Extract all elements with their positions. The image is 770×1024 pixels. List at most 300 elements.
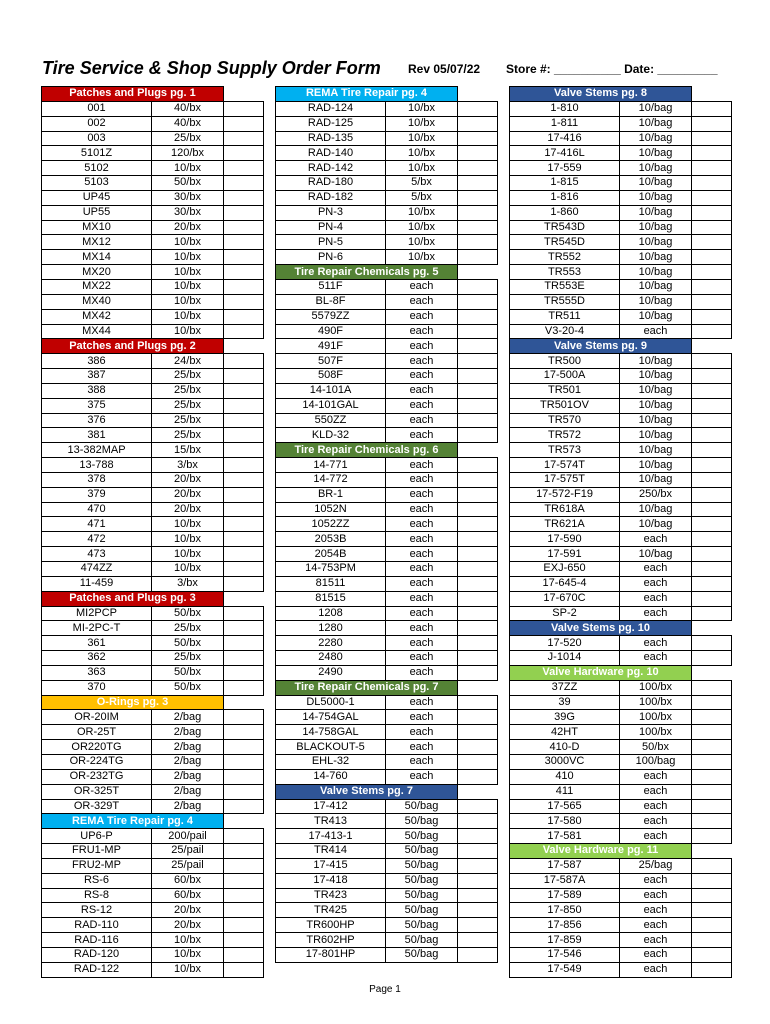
part-number: 17-587A xyxy=(510,873,620,888)
pack-quantity: each xyxy=(620,784,692,799)
part-number: TR545D xyxy=(510,235,620,250)
order-qty-cell[interactable] xyxy=(692,190,732,205)
order-qty-cell[interactable] xyxy=(224,190,264,205)
order-qty-cell[interactable] xyxy=(692,205,732,220)
order-qty-cell[interactable] xyxy=(458,532,498,547)
table-row xyxy=(276,740,498,755)
pack-quantity: 10/bag xyxy=(620,383,692,398)
order-qty-cell[interactable] xyxy=(224,116,264,131)
order-qty-cell[interactable] xyxy=(224,829,264,844)
table-row xyxy=(276,220,498,235)
order-qty-cell[interactable] xyxy=(224,146,264,161)
pack-quantity: 2/bag xyxy=(152,784,224,799)
table-row xyxy=(510,116,732,131)
table-row xyxy=(276,814,498,829)
part-number: 11-459 xyxy=(42,576,152,591)
order-qty-cell[interactable] xyxy=(692,131,732,146)
part-number: 14-101A xyxy=(276,383,386,398)
pack-quantity: each xyxy=(386,547,458,562)
order-qty-cell[interactable] xyxy=(692,754,732,769)
order-qty-cell[interactable] xyxy=(458,591,498,606)
pack-quantity: each xyxy=(620,873,692,888)
order-qty-cell[interactable] xyxy=(224,621,264,636)
table-row xyxy=(510,947,732,962)
order-qty-cell[interactable] xyxy=(224,443,264,458)
part-number: TR543D xyxy=(510,220,620,235)
pack-quantity: 10/bx xyxy=(152,265,224,280)
order-qty-cell[interactable] xyxy=(458,413,498,428)
order-qty-cell[interactable] xyxy=(458,636,498,651)
order-qty-cell[interactable] xyxy=(458,517,498,532)
store-date-fields[interactable]: Store #: __________ Date: _________ xyxy=(506,62,718,76)
order-qty-cell[interactable] xyxy=(458,176,498,191)
order-qty-cell[interactable] xyxy=(458,576,498,591)
order-qty-cell[interactable] xyxy=(224,665,264,680)
order-qty-cell[interactable] xyxy=(458,190,498,205)
part-number: 472 xyxy=(42,532,152,547)
pack-quantity: each xyxy=(620,532,692,547)
order-qty-cell[interactable] xyxy=(224,680,264,695)
order-qty-cell[interactable] xyxy=(224,918,264,933)
table-row xyxy=(510,369,732,384)
part-number: 386 xyxy=(42,354,152,369)
order-qty-cell[interactable] xyxy=(458,547,498,562)
order-qty-cell[interactable] xyxy=(224,799,264,814)
part-number: MI2PCP xyxy=(42,606,152,621)
pack-quantity: 25/bag xyxy=(620,858,692,873)
order-qty-cell[interactable] xyxy=(692,279,732,294)
order-qty-cell[interactable] xyxy=(224,710,264,725)
pack-quantity: 3/bx xyxy=(152,576,224,591)
order-qty-cell[interactable] xyxy=(458,873,498,888)
pack-quantity: 25/bx xyxy=(152,413,224,428)
table-row xyxy=(510,205,732,220)
part-number: MI-2PC-T xyxy=(42,621,152,636)
order-qty-cell[interactable] xyxy=(224,309,264,324)
order-qty-cell[interactable] xyxy=(224,413,264,428)
part-number: 17-416 xyxy=(510,131,620,146)
order-qty-cell[interactable] xyxy=(224,547,264,562)
order-qty-cell[interactable] xyxy=(224,101,264,116)
pack-quantity: 3/bx xyxy=(152,458,224,473)
pack-quantity: 10/bag xyxy=(620,443,692,458)
order-qty-cell[interactable] xyxy=(458,651,498,666)
table-row xyxy=(510,443,732,458)
order-qty-cell[interactable] xyxy=(692,472,732,487)
section-title: Valve Stems pg. 10 xyxy=(510,621,692,636)
part-number: 003 xyxy=(42,131,152,146)
order-qty-cell[interactable] xyxy=(692,680,732,695)
part-number: OR-25T xyxy=(42,725,152,740)
section-title: Patches and Plugs pg. 1 xyxy=(42,87,224,102)
order-qty-cell[interactable] xyxy=(692,814,732,829)
part-number: PN-5 xyxy=(276,235,386,250)
order-qty-cell[interactable] xyxy=(692,903,732,918)
pack-quantity: 10/bag xyxy=(620,265,692,280)
table-row xyxy=(510,532,732,547)
table-row xyxy=(510,279,732,294)
order-qty-cell[interactable] xyxy=(692,769,732,784)
pack-quantity: 10/bx xyxy=(386,250,458,265)
pack-quantity: 20/bx xyxy=(152,487,224,502)
section-header-row xyxy=(510,665,732,680)
table-row xyxy=(276,873,498,888)
order-qty-cell[interactable] xyxy=(458,562,498,577)
order-qty-cell[interactable] xyxy=(692,606,732,621)
order-qty-cell[interactable] xyxy=(458,829,498,844)
order-qty-cell[interactable] xyxy=(458,769,498,784)
order-qty-cell[interactable] xyxy=(458,903,498,918)
order-qty-cell[interactable] xyxy=(458,220,498,235)
order-qty-cell[interactable] xyxy=(458,858,498,873)
order-qty-cell[interactable] xyxy=(458,235,498,250)
part-number: 490F xyxy=(276,324,386,339)
order-qty-cell[interactable] xyxy=(458,309,498,324)
table-row xyxy=(510,398,732,413)
order-qty-cell[interactable] xyxy=(692,176,732,191)
order-qty-cell[interactable] xyxy=(692,710,732,725)
part-number: 17-413-1 xyxy=(276,829,386,844)
order-qty-cell[interactable] xyxy=(224,962,264,977)
table-row xyxy=(42,205,264,220)
table-row xyxy=(510,962,732,977)
order-qty-cell[interactable] xyxy=(224,576,264,591)
order-qty-cell[interactable] xyxy=(224,131,264,146)
order-qty-cell[interactable] xyxy=(224,606,264,621)
form-title: Tire Service & Shop Supply Order Form xyxy=(42,58,381,78)
order-qty-cell[interactable] xyxy=(692,651,732,666)
order-qty-cell[interactable] xyxy=(224,888,264,903)
table-row xyxy=(276,918,498,933)
table-row xyxy=(42,369,264,384)
order-qty-cell[interactable] xyxy=(692,873,732,888)
order-qty-cell[interactable] xyxy=(458,814,498,829)
pack-quantity: each xyxy=(620,814,692,829)
part-number: OR-232TG xyxy=(42,769,152,784)
pack-quantity: each xyxy=(386,309,458,324)
pack-quantity: 50/bag xyxy=(386,829,458,844)
part-number: TR621A xyxy=(510,517,620,532)
order-qty-cell[interactable] xyxy=(224,517,264,532)
order-qty-cell[interactable] xyxy=(458,740,498,755)
table-row xyxy=(276,116,498,131)
pack-quantity: 120/bx xyxy=(152,146,224,161)
table-row xyxy=(42,636,264,651)
part-number: 381 xyxy=(42,428,152,443)
order-qty-cell[interactable] xyxy=(224,754,264,769)
pack-quantity: 10/bx xyxy=(152,562,224,577)
order-qty-cell[interactable] xyxy=(692,532,732,547)
order-qty-cell[interactable] xyxy=(692,962,732,977)
order-qty-cell[interactable] xyxy=(692,636,732,651)
part-number: 17-589 xyxy=(510,888,620,903)
part-number: OR-224TG xyxy=(42,754,152,769)
table-row xyxy=(510,710,732,725)
order-qty-cell[interactable] xyxy=(458,428,498,443)
table-row xyxy=(510,324,732,339)
order-qty-cell[interactable] xyxy=(458,710,498,725)
order-qty-cell[interactable] xyxy=(224,769,264,784)
order-qty-cell[interactable] xyxy=(458,250,498,265)
pack-quantity: 30/bx xyxy=(152,190,224,205)
table-row xyxy=(42,487,264,502)
order-qty-cell[interactable] xyxy=(458,339,498,354)
order-qty-cell[interactable] xyxy=(692,858,732,873)
order-qty-cell[interactable] xyxy=(224,369,264,384)
pack-quantity: each xyxy=(386,591,458,606)
order-qty-cell[interactable] xyxy=(224,562,264,577)
order-qty-cell[interactable] xyxy=(692,799,732,814)
part-number: RAD-110 xyxy=(42,918,152,933)
order-qty-cell[interactable] xyxy=(692,369,732,384)
order-qty-cell[interactable] xyxy=(692,933,732,948)
table-row xyxy=(42,918,264,933)
table-row xyxy=(510,502,732,517)
order-qty-cell[interactable] xyxy=(692,101,732,116)
order-qty-cell[interactable] xyxy=(692,354,732,369)
table-row xyxy=(510,814,732,829)
order-qty-cell[interactable] xyxy=(224,472,264,487)
order-qty-cell[interactable] xyxy=(224,398,264,413)
table-row xyxy=(510,190,732,205)
order-qty-cell[interactable] xyxy=(692,413,732,428)
order-qty-cell[interactable] xyxy=(224,428,264,443)
order-qty-cell[interactable] xyxy=(692,458,732,473)
order-qty-cell[interactable] xyxy=(224,235,264,250)
order-qty-cell[interactable] xyxy=(224,220,264,235)
order-qty-cell[interactable] xyxy=(458,888,498,903)
table-row xyxy=(510,562,732,577)
order-qty-cell[interactable] xyxy=(224,933,264,948)
order-qty-cell[interactable] xyxy=(458,458,498,473)
pack-quantity: each xyxy=(386,294,458,309)
order-qty-cell[interactable] xyxy=(692,947,732,962)
order-qty-cell[interactable] xyxy=(458,844,498,859)
table-row xyxy=(42,383,264,398)
table-row xyxy=(276,844,498,859)
part-number: 14-760 xyxy=(276,769,386,784)
order-qty-cell[interactable] xyxy=(224,294,264,309)
order-qty-cell[interactable] xyxy=(458,131,498,146)
order-qty-cell[interactable] xyxy=(224,636,264,651)
table-row xyxy=(510,754,732,769)
order-qty-cell[interactable] xyxy=(224,858,264,873)
order-qty-cell[interactable] xyxy=(224,487,264,502)
order-qty-cell[interactable] xyxy=(458,101,498,116)
part-number: RAD-142 xyxy=(276,161,386,176)
pack-quantity: 25/bx xyxy=(152,369,224,384)
order-qty-cell[interactable] xyxy=(458,695,498,710)
order-qty-cell[interactable] xyxy=(458,799,498,814)
pack-quantity: 50/bag xyxy=(386,888,458,903)
order-qty-cell[interactable] xyxy=(458,354,498,369)
order-qty-cell[interactable] xyxy=(224,354,264,369)
order-qty-cell[interactable] xyxy=(692,146,732,161)
order-qty-cell[interactable] xyxy=(224,784,264,799)
pack-quantity: 10/bag xyxy=(620,190,692,205)
table-row xyxy=(276,413,498,428)
order-qty-cell[interactable] xyxy=(224,279,264,294)
order-qty-cell[interactable] xyxy=(458,146,498,161)
part-number: MX20 xyxy=(42,265,152,280)
order-qty-cell[interactable] xyxy=(224,502,264,517)
order-qty-cell[interactable] xyxy=(224,725,264,740)
pack-quantity: 50/bag xyxy=(386,858,458,873)
table-row xyxy=(276,294,498,309)
order-qty-cell[interactable] xyxy=(692,591,732,606)
order-qty-cell[interactable] xyxy=(458,383,498,398)
table-row xyxy=(510,131,732,146)
order-qty-cell[interactable] xyxy=(224,651,264,666)
order-qty-cell[interactable] xyxy=(692,487,732,502)
table-row xyxy=(42,413,264,428)
pack-quantity: each xyxy=(620,651,692,666)
pack-quantity: 10/bag xyxy=(620,398,692,413)
part-number: 17-549 xyxy=(510,962,620,977)
order-qty-cell[interactable] xyxy=(458,205,498,220)
order-qty-cell[interactable] xyxy=(224,873,264,888)
order-qty-cell[interactable] xyxy=(692,576,732,591)
order-qty-cell[interactable] xyxy=(224,176,264,191)
order-qty-cell[interactable] xyxy=(224,947,264,962)
table-row xyxy=(510,873,732,888)
order-qty-cell[interactable] xyxy=(458,621,498,636)
order-qty-cell[interactable] xyxy=(224,740,264,755)
order-qty-cell[interactable] xyxy=(692,265,732,280)
pack-quantity: 50/bag xyxy=(386,873,458,888)
table-row xyxy=(276,190,498,205)
order-qty-cell[interactable] xyxy=(224,903,264,918)
order-qty-cell[interactable] xyxy=(692,443,732,458)
order-qty-cell[interactable] xyxy=(458,725,498,740)
table-row xyxy=(510,769,732,784)
order-qty-cell[interactable] xyxy=(224,250,264,265)
table-row xyxy=(42,428,264,443)
order-qty-cell[interactable] xyxy=(692,116,732,131)
pack-quantity: each xyxy=(386,710,458,725)
table-row xyxy=(42,190,264,205)
order-qty-cell[interactable] xyxy=(458,398,498,413)
part-number: RAD-125 xyxy=(276,116,386,131)
order-qty-cell[interactable] xyxy=(692,740,732,755)
order-qty-cell[interactable] xyxy=(692,517,732,532)
order-qty-cell[interactable] xyxy=(458,947,498,962)
order-qty-cell[interactable] xyxy=(692,383,732,398)
order-qty-cell[interactable] xyxy=(458,279,498,294)
pack-quantity: each xyxy=(620,606,692,621)
pack-quantity: 10/bag xyxy=(620,250,692,265)
order-qty-cell[interactable] xyxy=(458,324,498,339)
order-qty-cell[interactable] xyxy=(692,695,732,710)
order-qty-cell[interactable] xyxy=(692,161,732,176)
order-qty-cell[interactable] xyxy=(692,547,732,562)
order-qty-cell[interactable] xyxy=(692,220,732,235)
part-number: 17-670C xyxy=(510,591,620,606)
order-qty-cell[interactable] xyxy=(458,294,498,309)
order-qty-cell[interactable] xyxy=(458,502,498,517)
order-qty-cell[interactable] xyxy=(692,235,732,250)
revision-date: Rev 05/07/22 xyxy=(408,62,481,76)
order-qty-cell[interactable] xyxy=(224,265,264,280)
table-row xyxy=(510,235,732,250)
pack-quantity: 10/bag xyxy=(620,547,692,562)
order-qty-cell[interactable] xyxy=(692,918,732,933)
order-qty-cell[interactable] xyxy=(224,458,264,473)
order-table xyxy=(275,86,498,963)
part-number: 388 xyxy=(42,383,152,398)
order-qty-cell[interactable] xyxy=(458,665,498,680)
order-qty-cell[interactable] xyxy=(692,294,732,309)
pack-quantity: 15/bx xyxy=(152,443,224,458)
order-qty-cell[interactable] xyxy=(692,829,732,844)
order-qty-cell[interactable] xyxy=(458,754,498,769)
section-title: REMA Tire Repair pg. 4 xyxy=(276,87,458,102)
order-qty-cell[interactable] xyxy=(224,161,264,176)
part-number: 17-850 xyxy=(510,903,620,918)
table-row xyxy=(276,146,498,161)
table-row xyxy=(276,176,498,191)
table-row xyxy=(276,250,498,265)
order-qty-cell[interactable] xyxy=(458,918,498,933)
order-qty-cell[interactable] xyxy=(692,398,732,413)
order-qty-cell[interactable] xyxy=(692,428,732,443)
section-title: REMA Tire Repair pg. 4 xyxy=(42,814,224,829)
table-row xyxy=(42,532,264,547)
part-number: TR570 xyxy=(510,413,620,428)
pack-quantity: 2/bag xyxy=(152,725,224,740)
pack-quantity: 60/bx xyxy=(152,873,224,888)
table-row xyxy=(276,502,498,517)
order-qty-cell[interactable] xyxy=(692,888,732,903)
order-qty-cell[interactable] xyxy=(458,933,498,948)
section-title: O-Rings pg. 3 xyxy=(42,695,224,710)
order-qty-cell[interactable] xyxy=(692,250,732,265)
order-qty-cell[interactable] xyxy=(224,844,264,859)
order-qty-cell[interactable] xyxy=(458,472,498,487)
order-qty-cell[interactable] xyxy=(458,369,498,384)
pack-quantity: 10/bx xyxy=(386,146,458,161)
order-qty-cell[interactable] xyxy=(458,606,498,621)
order-qty-cell[interactable] xyxy=(224,205,264,220)
table-row xyxy=(42,710,264,725)
part-number: RAD-135 xyxy=(276,131,386,146)
order-qty-cell[interactable] xyxy=(692,725,732,740)
order-qty-cell[interactable] xyxy=(692,562,732,577)
table-row xyxy=(276,354,498,369)
table-row xyxy=(42,502,264,517)
order-qty-cell[interactable] xyxy=(224,532,264,547)
pack-quantity: 10/bx xyxy=(386,161,458,176)
section-title: Valve Stems pg. 8 xyxy=(510,87,692,102)
order-qty-cell[interactable] xyxy=(458,487,498,502)
order-qty-cell[interactable] xyxy=(458,161,498,176)
order-qty-cell[interactable] xyxy=(692,784,732,799)
section-header-row xyxy=(42,87,264,102)
part-number: V3-20-4 xyxy=(510,324,620,339)
order-qty-cell[interactable] xyxy=(692,309,732,324)
order-qty-cell[interactable] xyxy=(224,383,264,398)
table-row xyxy=(276,903,498,918)
order-qty-cell[interactable] xyxy=(224,324,264,339)
order-qty-cell[interactable] xyxy=(458,116,498,131)
order-qty-cell[interactable] xyxy=(692,502,732,517)
pack-quantity: each xyxy=(386,383,458,398)
order-qty-cell[interactable] xyxy=(692,324,732,339)
part-number: 2280 xyxy=(276,636,386,651)
table-row xyxy=(510,176,732,191)
table-row xyxy=(42,903,264,918)
section-header-row xyxy=(276,784,498,799)
